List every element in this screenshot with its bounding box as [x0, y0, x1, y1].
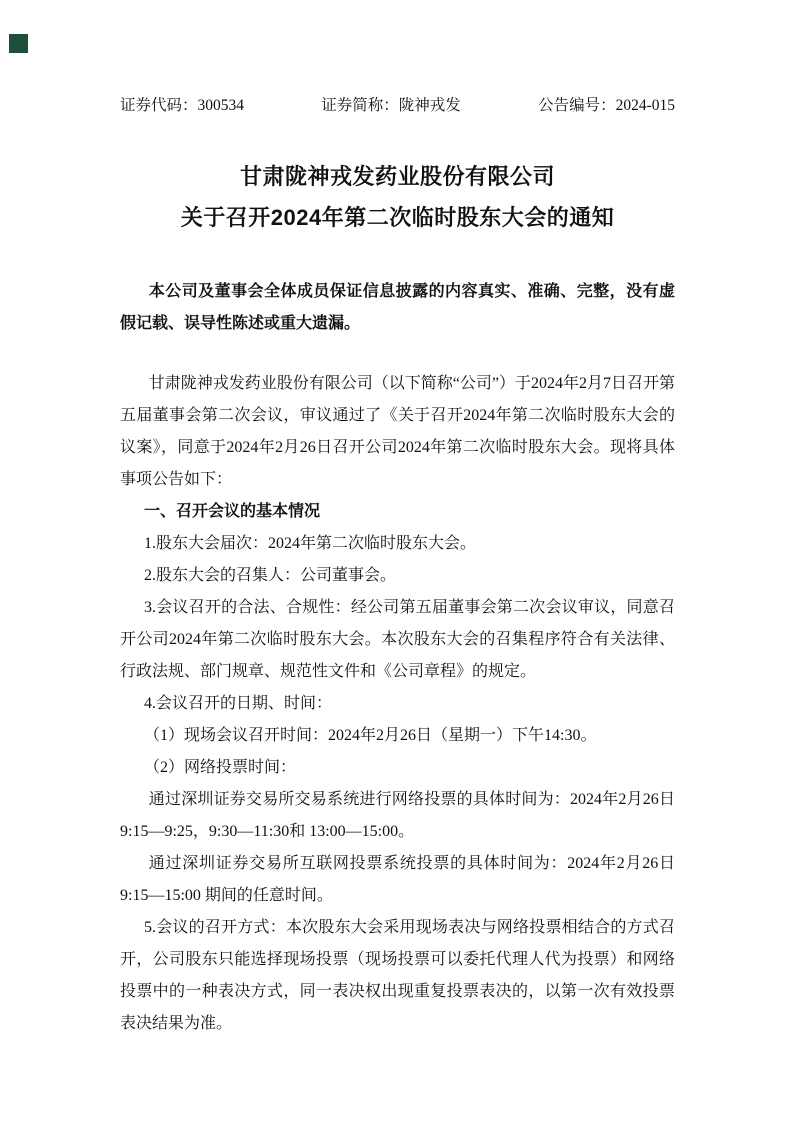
paragraph-item2: 2.股东大会的召集人：公司董事会。 [144, 567, 397, 584]
paragraph-internet-vote-time: 通过深圳证券交易所互联网投票系统投票的具体时间为：2024年2月26日9:15—15:00 期间的任意时间。 [120, 855, 675, 904]
notice-title: 关于召开2024年第二次临时股东大会的通知 [180, 205, 615, 230]
title-block [120, 156, 675, 238]
paragraph-item4: 4.会议召开的日期、时间： [144, 695, 333, 712]
intro-paragraph: 甘肃陇神戎发药业股份有限公司（以下简称“公司”）于2024年2月7日召开第五届董事会第二次会议，审议通过了《关于召开2024年第二次临时股东大会的议案》，同意于2024年2月26日召开公司2024年第二次临时股东大会。现将具体事项公告如下： [120, 375, 676, 488]
disclaimer-statement: 本公司及董事会全体成员保证信息披露的内容真实、准确、完整，没有虚假记载、误导性陈述或重大遗漏。 [120, 283, 675, 332]
section1-heading: 一、召开会议的基本情况 [144, 503, 321, 520]
document-content [120, 0, 675, 1040]
paragraph-trading-system-vote-time: 通过深圳证券交易所交易系统进行网络投票的具体时间为：2024年2月26日9:15—9:25，9:30—11:30和 13:00—15:00。 [120, 791, 675, 840]
stock-abbreviation: 证券简称：陇神戎发 [321, 97, 461, 114]
stock-code: 证券代码：300534 [120, 97, 245, 114]
paragraph-item4-2: （2）网络投票时间： [144, 759, 297, 776]
document-header-row [120, 96, 675, 116]
announcement-number: 公告编号：2024-015 [538, 97, 675, 114]
company-name-title: 甘肃陇神戎发药业股份有限公司 [239, 164, 555, 189]
paragraph-item1: 1.股东大会届次：2024年第二次临时股东大会。 [144, 535, 477, 552]
paragraph-item3: 3.会议召开的合法、合规性：经公司第五届董事会第二次会议审议，同意召开公司2024年第二次临时股东大会。本次股东大会的召集程序符合有关法律、行政法规、部门规章、规范性文件和《公司章程》的规定。 [120, 599, 675, 680]
paragraph-item5: 5.会议的召开方式：本次股东大会采用现场表决与网络投票相结合的方式召开，公司股东只能选择现场投票（现场投票可以委托代理人代为投票）和网络投票中的一种表决方式，同一表决权出现重复投票表决的，以第一次有效投票表决结果为准。 [120, 919, 675, 1032]
page-corner-mark [9, 34, 28, 53]
paragraph-item4-1: （1）现场会议召开时间：2024年2月26日（星期一）下午14:30。 [144, 727, 597, 744]
